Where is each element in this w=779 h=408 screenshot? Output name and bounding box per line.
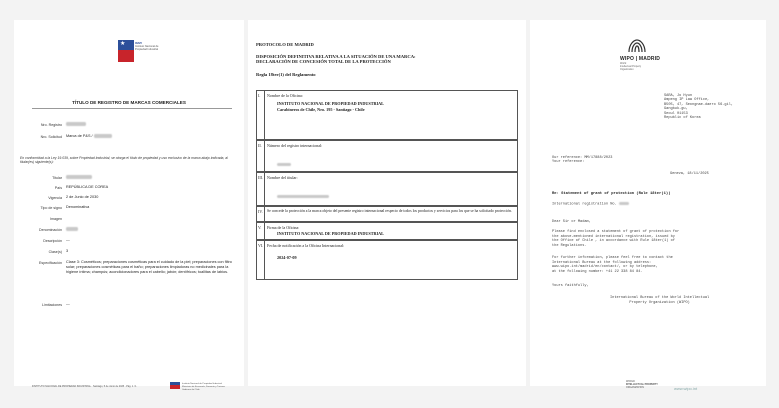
section-grant-protection: IV. Se concede la protección a la marca objeto del presente registro internacional respecto de todos los productos y servicios para los que se ha solicitado protección. bbox=[256, 206, 518, 222]
row-value-vigencia: 2 de Junio de 2030 bbox=[66, 195, 99, 199]
inapi-logo: ★ bbox=[118, 40, 134, 62]
row-label-titular: Titular bbox=[52, 176, 62, 180]
row-value-pais: REPÚBLICA DE COREA bbox=[66, 185, 109, 189]
letter-date: Geneva, 18/11/2025 bbox=[670, 172, 709, 176]
title-divider bbox=[32, 108, 232, 109]
row-label-descripcion: Descripción bbox=[43, 239, 62, 243]
wipo-cover-letter bbox=[530, 20, 766, 391]
salutation: Dear Sir or Madam, bbox=[552, 220, 591, 224]
row-value-limitaciones: — bbox=[66, 302, 70, 306]
recipient-address: SARA, Jo Hyun Ampeng IP Law Office, B505, 47, Seongnae-daero 56-gil, Gangbuk-gu, Seoul 01153 Republic of Korea bbox=[664, 94, 734, 121]
signature-block: International Bureau of the World Intellectual Property Organization (WIPO) bbox=[610, 296, 710, 305]
row-label-imagen: Imagen bbox=[50, 217, 62, 221]
row-value-denominacion bbox=[66, 227, 236, 232]
footer-url[interactable]: www.wipo.int bbox=[674, 386, 698, 391]
regulation-rule: Regla 18ter(1) del Reglamento bbox=[256, 72, 316, 77]
reference-lines: Our reference: MM/17888/2023 Your reference: bbox=[552, 156, 613, 165]
footer-org-name: WORLD INTELLECTUAL PROPERTY ORGANIZATION bbox=[626, 380, 658, 389]
certificate-title: TÍTULO DE REGISTRO DE MARCAS COMERCIALES bbox=[72, 100, 186, 105]
registration-number-label: Nro. Registro bbox=[40, 123, 62, 127]
row-value-descripcion: — bbox=[66, 238, 70, 242]
letter-paragraph-2: For further information, please feel free to contact the International Bureau at the following address: www.wipo.int/madrid/en/contact/, or by telephone, at the following number: +41 22 338 84 84. bbox=[552, 256, 673, 274]
wipo-logo-icon bbox=[626, 38, 648, 54]
section-registration-number: II. Número del registro internacional: bbox=[256, 140, 518, 172]
row-label-denominacion: Denominación bbox=[39, 228, 62, 232]
legal-notice: En conformidad a la Ley 19.039, sobre Propiedad Industrial, se otorga el título de propiedad y uso exclusivo de la marca abajo indicada, al titular(es) siguiente(s): bbox=[20, 156, 228, 165]
row-label-tipo-signo: Tipo de signo bbox=[40, 206, 62, 210]
letter-paragraph-1: Please find enclosed a statement of grant of protection for the above-mentioned international registration, issued by the Office of Chile , in accordance with Rule 18ter(1) of the Regulations. bbox=[552, 230, 680, 248]
section-notification-date: VI. Fecha de notificación a la Oficina Internacional: 2024-07-09 bbox=[256, 240, 518, 280]
row-label-especificacion: Especificación bbox=[39, 261, 62, 265]
protocol-title: PROTOCOLO DE MADRID bbox=[256, 42, 314, 47]
footer-logo bbox=[170, 382, 180, 389]
application-number-label: Nro. Solicitud bbox=[40, 135, 62, 139]
closing: Yours faithfully, bbox=[552, 284, 589, 288]
section-office-signature: V. Firma de la Oficina: INSTITUTO NACIONAL DE PROPIEDAD INDUSTRIAL bbox=[256, 222, 518, 240]
chile-registration-certificate bbox=[14, 20, 244, 391]
row-label-vigencia: Vigencia bbox=[48, 196, 62, 200]
row-value-especificacion: Clase 3: Cosméticos; preparaciones cosméticas para el cuidado de la piel; preparaciones con filtro solar; preparaciones cosméticas para el baño; preparaciones limpiadoras no medicinales para la higiene íntima; champús; acondicionadores para el cabello; jabón; dentífricos; toallitas de labios. bbox=[66, 260, 232, 274]
row-value-titular bbox=[66, 175, 236, 180]
row-label-pais: País bbox=[54, 186, 62, 190]
wipo-org-name: World Intellectual Property Organization bbox=[620, 62, 642, 71]
registration-number-value bbox=[66, 122, 236, 127]
inapi-logo-text: INAPI Instituto Nacional de Propiedad Industrial bbox=[135, 42, 159, 52]
wipo-wordmark: WIPO | MADRID bbox=[620, 56, 661, 62]
application-number-value: Marca de P&S / bbox=[66, 134, 236, 139]
madrid-protocol-statement bbox=[248, 20, 526, 386]
row-value-clases: 3 bbox=[66, 249, 69, 253]
letter-subject: Re: Statement of grant of protection (Rule 18ter(1)) bbox=[552, 192, 671, 196]
row-label-clases: Clase(s) bbox=[48, 250, 62, 254]
page-footer: INSTITUTO NACIONAL DE PROPIEDAD INDUSTRIAL · Santiago, 5 de Junio de 2025 · Pág. 1 / 1 bbox=[32, 385, 137, 388]
intl-registration-line: International registration No. bbox=[552, 202, 629, 207]
row-label-limitaciones: Limitaciones bbox=[42, 303, 62, 307]
statement-heading: DISPOSICIÓN DEFINITIVA RELATIVA A LA SITUACIÓN DE UNA MARCA: DECLARACIÓN DE CONCESIÓN TOTAL DE LA PROTECCIÓN bbox=[256, 54, 416, 65]
section-holder-name: III. Nombre del titular: bbox=[256, 172, 518, 206]
section-office-name: I. Nombre de la Oficina: INSTITUTO NACIONAL DE PROPIEDAD INDUSTRIAL Carabineros de Chile, Nro. 195 - Santiago - Chile bbox=[256, 90, 518, 140]
row-value-tipo-signo: Denominativa bbox=[66, 205, 90, 209]
footer-logo-text: Instituto Nacional de Propiedad Industrial Ministerio de Economía, Fomento y Turismo Gobierno de Chile bbox=[182, 383, 225, 391]
